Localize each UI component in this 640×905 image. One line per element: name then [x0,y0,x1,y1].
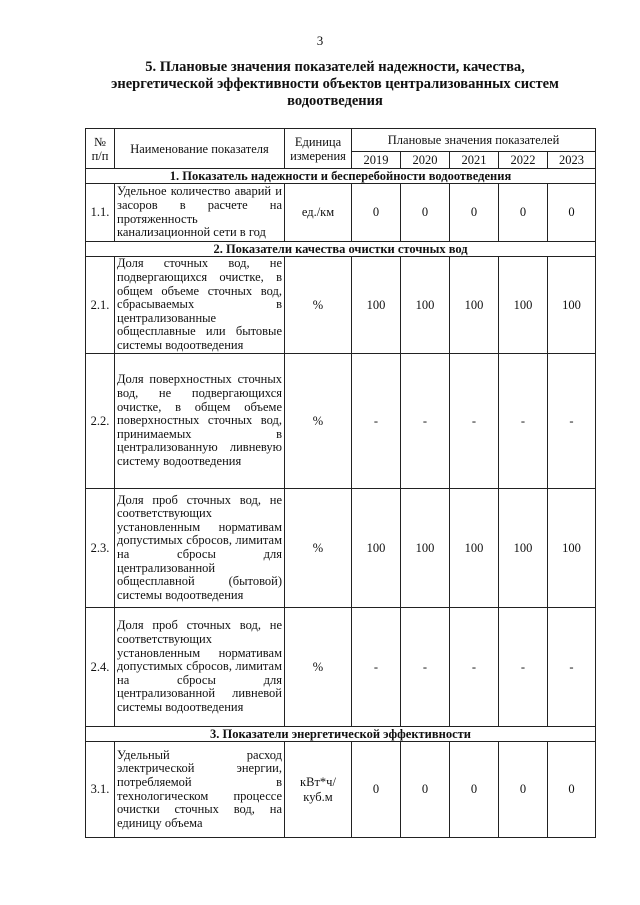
row-unit: кВт*ч/ куб.м [285,742,352,838]
row-value: - [499,354,548,489]
row-unit: % [285,354,352,489]
section-row [86,169,596,184]
row-value: 100 [401,257,450,354]
row-value: 0 [548,742,596,838]
row-num: 1.1. [86,184,115,242]
row-value: - [352,354,401,489]
row-name: Доля проб сточных вод, не соответствующих установленным нормативам допустимых сбросов, лимитам на сбросы для централизованной ливневой системы водоотведения [115,608,285,727]
header-planned: Плановые значения показателей [352,129,596,152]
row-value: 100 [499,489,548,608]
row-value: 0 [401,184,450,242]
row-value: 100 [401,489,450,608]
row-unit: % [285,257,352,354]
header-unit: Единица измерения [285,129,352,169]
row-unit: % [285,489,352,608]
row-value: 0 [450,184,499,242]
row-value: 0 [450,742,499,838]
row-value: - [401,354,450,489]
row-value: - [401,608,450,727]
table-row [86,489,596,608]
page-number: 3 [316,33,324,48]
section-title: 3. Показатели энергетической эффективности [86,727,596,742]
row-value: 100 [548,489,596,608]
row-value: 100 [352,257,401,354]
header-num: № п/п [86,129,115,169]
table-row [86,608,596,727]
row-value: 0 [499,742,548,838]
table-row [86,742,596,838]
header-year: 2020 [401,152,450,169]
header-year: 2023 [548,152,596,169]
row-value: 100 [548,257,596,354]
row-num: 2.1. [86,257,115,354]
row-value: - [548,354,596,489]
row-name: Удельное количество аварий и засоров в расчете на протяженность канализационной сети в год [115,184,285,242]
header-name: Наименование показателя [115,129,285,169]
row-value: 0 [548,184,596,242]
row-value: 0 [401,742,450,838]
table-row [86,184,596,242]
row-name: Доля проб сточных вод, не соответствующих установленным нормативам допустимых сбросов, лимитам на сбросы для централизованной общесплавной (бытовой) системы водоотведения [115,489,285,608]
row-value: 100 [450,489,499,608]
row-value: 100 [450,257,499,354]
table-row [86,354,596,489]
row-num: 2.4. [86,608,115,727]
indicators-table [85,128,596,838]
row-value: - [499,608,548,727]
row-value: - [548,608,596,727]
header-year: 2019 [352,152,401,169]
table-row [86,257,596,354]
row-value: - [450,354,499,489]
row-value: - [352,608,401,727]
row-value: 0 [352,742,401,838]
section-row [86,242,596,257]
section-row [86,727,596,742]
row-value: 0 [499,184,548,242]
section-heading: 5. Плановые значения показателей надежности, качества, энергетической эффективности объектов централизованных систем водоотведения [111,59,559,109]
row-num: 3.1. [86,742,115,838]
row-name: Удельный расход электрической энергии, потребляемой в технологическом процессе очистки сточных вод, на единицу объема [115,742,285,838]
row-name: Доля поверхностных сточных вод, не подвергающихся очистке, в общем объеме поверхностных сточных вод, принимаемых в централизованную ливневую систему водоотведения [115,354,285,489]
row-unit: ед./км [285,184,352,242]
section-title: 1. Показатель надежности и бесперебойности водоотведения [86,169,596,184]
section-title: 2. Показатели качества очистки сточных вод [86,242,596,257]
row-value: 100 [352,489,401,608]
row-value: - [450,608,499,727]
row-unit: % [285,608,352,727]
header-year: 2022 [499,152,548,169]
row-value: 100 [499,257,548,354]
row-value: 0 [352,184,401,242]
row-num: 2.3. [86,489,115,608]
row-num: 2.2. [86,354,115,489]
header-year: 2021 [450,152,499,169]
row-name: Доля сточных вод, не подвергающихся очистке, в общем объеме сточных вод, сбрасываемых в централизованные общесплавные или бытовые системы водоотведения [115,257,285,354]
